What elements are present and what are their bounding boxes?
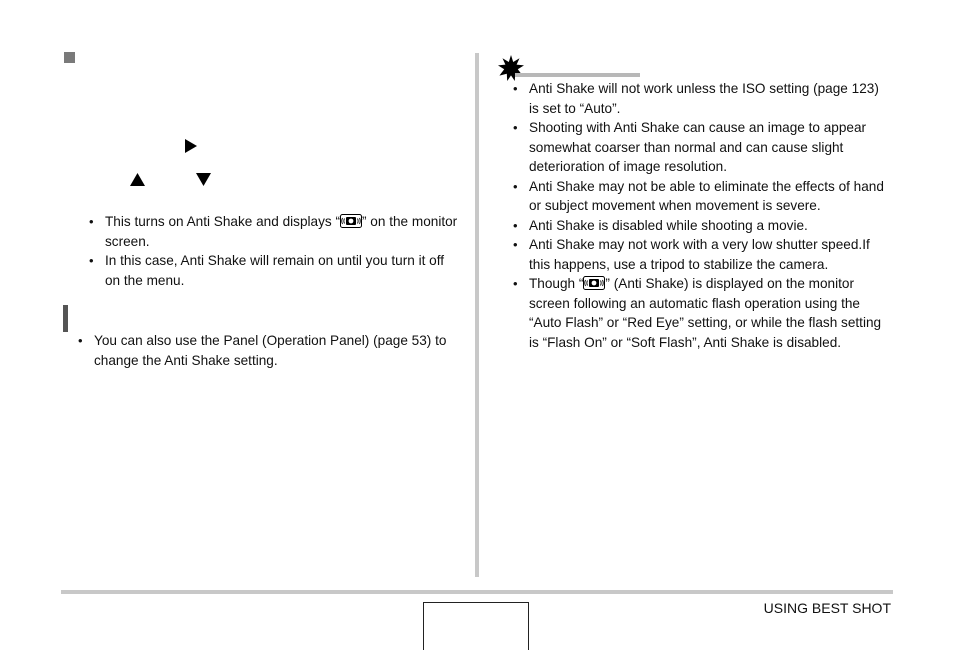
important-burst-icon	[498, 55, 524, 81]
footer-rule	[61, 590, 893, 594]
arrow-down-icon	[196, 173, 211, 186]
section-label: USING BEST SHOT	[763, 600, 891, 616]
page-number-box	[423, 602, 529, 650]
tip-bullets	[78, 331, 464, 370]
bullet-text-after: ” on the monitor screen.	[105, 214, 458, 249]
anti-shake-bullets	[89, 212, 460, 290]
arrow-right-icon	[185, 139, 197, 153]
list-item: • Anti Shake will not work unless the ISO setting (page 123) is set to “Auto”.	[513, 81, 879, 116]
tip-marker-bar	[63, 305, 68, 332]
bullet-text: In this case, Anti Shake will remain on until you turn it off on the menu.	[105, 253, 445, 288]
bullet-text-before: This turns on Anti Shake and displays “	[105, 214, 340, 229]
note-header-rule	[515, 73, 640, 77]
list-item: • Anti Shake may not be able to eliminate the effects of hand or subject movement when movement is severe.	[513, 178, 884, 213]
note-bullets	[513, 79, 891, 352]
arrow-up-icon	[130, 173, 145, 186]
bullet-text-before: Though “	[529, 276, 584, 291]
list-item: • Though “ ” (Anti Shake) is displayed on the monitor screen following an automatic flash operation using the “Auto Flash” or “Red Eye” setting, or while the flash setting is “Flash On” or “Soft Flash”, Anti Shake is disabled.	[513, 276, 882, 350]
bullet-text: Shooting with Anti Shake can cause an image to appear somewhat coarser than normal and can cause slight deterioration of image resolution.	[529, 120, 867, 174]
bullet-text: Anti Shake is disabled while shooting a movie.	[529, 217, 808, 233]
bullet-text: Anti Shake will not work unless the ISO setting (page 123) is set to “Auto”.	[529, 81, 879, 116]
bullet-text: Anti Shake may not work with a very low shutter speed.If this happens, use a tripod to stabilize the camera.	[529, 237, 870, 272]
list-item: • This turns on Anti Shake and displays “ ” on the monitor screen.	[89, 214, 458, 249]
bullet-text-after: ” (Anti Shake) is displayed on the monitor screen following an automatic flash operation using the “Auto Flash” or “Red Eye” setting, or while the flash setting is “Flash On” or “Soft Flash”, Anti Shake is disabled.	[529, 276, 882, 350]
bullet-text: You can also use the Panel (Operation Panel) (page 53) to change the Anti Shake setting.	[94, 333, 447, 368]
anti-shake-icon	[340, 214, 362, 228]
anti-shake-icon	[583, 276, 605, 290]
list-item: • Anti Shake is disabled while shooting a movie.	[513, 217, 808, 233]
column-divider	[475, 53, 479, 577]
list-item: • You can also use the Panel (Operation Panel) (page 53) to change the Anti Shake setting.	[78, 333, 447, 368]
bullet-text: Anti Shake may not be able to eliminate the effects of hand or subject movement when movement is severe.	[529, 178, 884, 213]
section-square-icon	[64, 52, 75, 63]
list-item: • In this case, Anti Shake will remain on until you turn it off on the menu.	[89, 253, 445, 288]
list-item: • Anti Shake may not work with a very low shutter speed.If this happens, use a tripod to stabilize the camera.	[513, 237, 870, 272]
list-item: • Shooting with Anti Shake can cause an image to appear somewhat coarser than normal and can cause slight deterioration of image resolution.	[513, 120, 867, 174]
